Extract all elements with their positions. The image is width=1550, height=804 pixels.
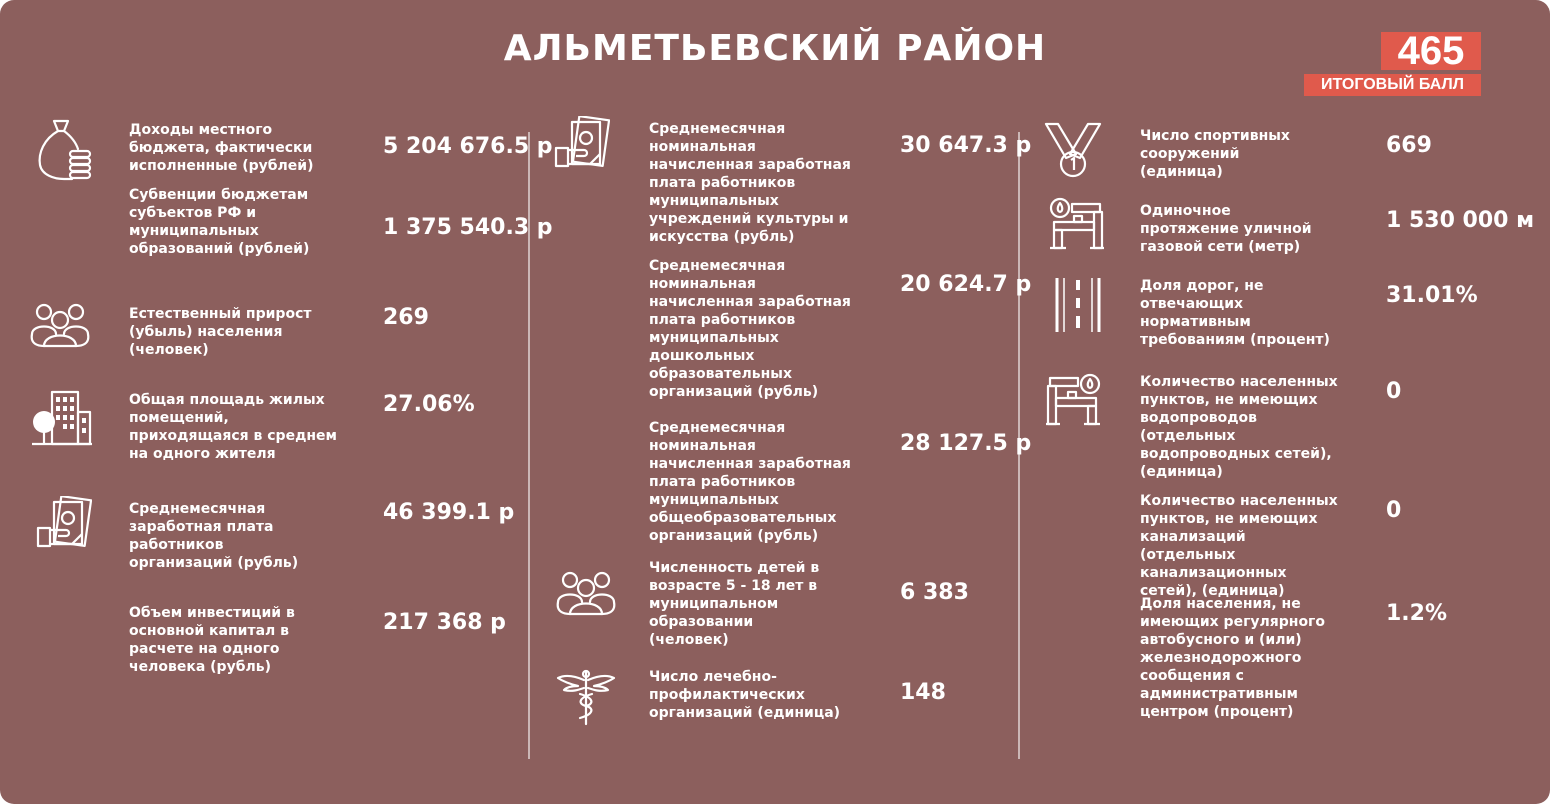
metric-label-natural-growth: Естественный прирост (убыль) населения (человек) [129, 306, 312, 358]
children-group-icon [554, 568, 618, 618]
metric-value-budget-income: 5 204 676.5 р [383, 134, 553, 159]
metric-value-sports: 669 [1386, 133, 1432, 158]
total-score-value: 465 [1381, 32, 1481, 70]
water-pipe-icon [1046, 372, 1104, 428]
metric-value-salary-preschool: 20 624.7 р [900, 272, 1032, 297]
metric-label-no-sewerage: Количество населенных пунктов, не имеющих канализаций (отдельных канализационных сетей), (единица) [1140, 493, 1338, 599]
metric-label-avg-salary: Среднемесячная заработная плата работников организаций (рубль) [129, 501, 299, 571]
money-bag-icon [34, 117, 94, 181]
caduceus-icon [556, 668, 616, 726]
metric-label-no-transport: Доля населения, не имеющих регулярного автобусного и (или) железнодорожного сообщения с административным центром (процент) [1140, 596, 1325, 720]
metric-label-salary-culture: Среднемесячная номинальная начисленная заработная плата работников муниципальных учреждений культуры и искусства (рубль) [649, 121, 851, 245]
total-score-label: ИТОГОВЫЙ БАЛЛ [1304, 74, 1481, 96]
metric-label-subventions: Субвенции бюджетам субъектов РФ и муниципальных образований (рублей) [129, 187, 310, 257]
metric-value-children: 6 383 [900, 580, 969, 605]
metric-value-roads: 31.01% [1386, 283, 1478, 308]
metric-label-budget-income: Доходы местного бюджета, фактически исполненные (рублей) [129, 122, 314, 174]
metric-label-living-space: Общая площадь жилых помещений, приходящаяся в среднем на одного жителя [129, 392, 337, 462]
metric-value-subventions: 1 375 540.3 р [383, 215, 553, 240]
metric-label-salary-preschool: Среднемесячная номинальная начисленная заработная плата работников муниципальных дошкольных образовательных организаций (рубль) [649, 258, 851, 400]
page-title: АЛЬМЕТЬЕВСКИЙ РАЙОН [503, 28, 1047, 69]
total-score-badge [1304, 29, 1481, 96]
metric-value-salary-school: 28 127.5 р [900, 431, 1032, 456]
people-group-icon [28, 300, 92, 350]
metric-label-investment: Объем инвестиций в основной капитал в расчете на одного человека (рубль) [129, 605, 295, 675]
salary-hand-icon [554, 116, 610, 168]
buildings-icon [30, 388, 94, 446]
gas-pipe-icon [1046, 196, 1104, 252]
metric-value-salary-culture: 30 647.3 р [900, 133, 1032, 158]
metric-label-gas-network: Одиночное протяжение уличной газовой сети (метр) [1140, 203, 1312, 255]
medal-icon [1044, 120, 1102, 180]
salary-hand-icon [36, 496, 92, 548]
metric-value-no-sewerage: 0 [1386, 498, 1402, 523]
metric-value-natural-growth: 269 [383, 305, 429, 330]
metric-label-medical: Число лечебно-профилактических организаций (единица) [649, 669, 841, 721]
metric-value-gas-network: 1 530 000 м [1386, 208, 1535, 233]
metric-label-roads: Доля дорог, не отвечающих нормативным требованиям (процент) [1140, 278, 1330, 348]
metric-value-medical: 148 [900, 680, 946, 705]
metric-value-investment: 217 368 р [383, 610, 506, 635]
metric-label-sports: Число спортивных сооружений (единица) [1140, 128, 1290, 180]
metric-label-children: Численность детей в возрасте 5 - 18 лет в муниципальном образовании (человек) [649, 560, 820, 648]
metric-value-no-water: 0 [1386, 379, 1402, 404]
metric-label-salary-school: Среднемесячная номинальная начисленная заработная плата работников муниципальных общеобразовательных организаций (рубль) [649, 420, 851, 544]
metric-value-avg-salary: 46 399.1 р [383, 500, 515, 525]
metric-value-living-space: 27.06% [383, 392, 475, 417]
metric-label-no-water: Количество населенных пунктов, не имеющих водопроводов (отдельных водопроводных сетей), (единица) [1140, 374, 1338, 480]
metric-value-no-transport: 1.2% [1386, 601, 1448, 626]
road-icon [1054, 276, 1102, 334]
